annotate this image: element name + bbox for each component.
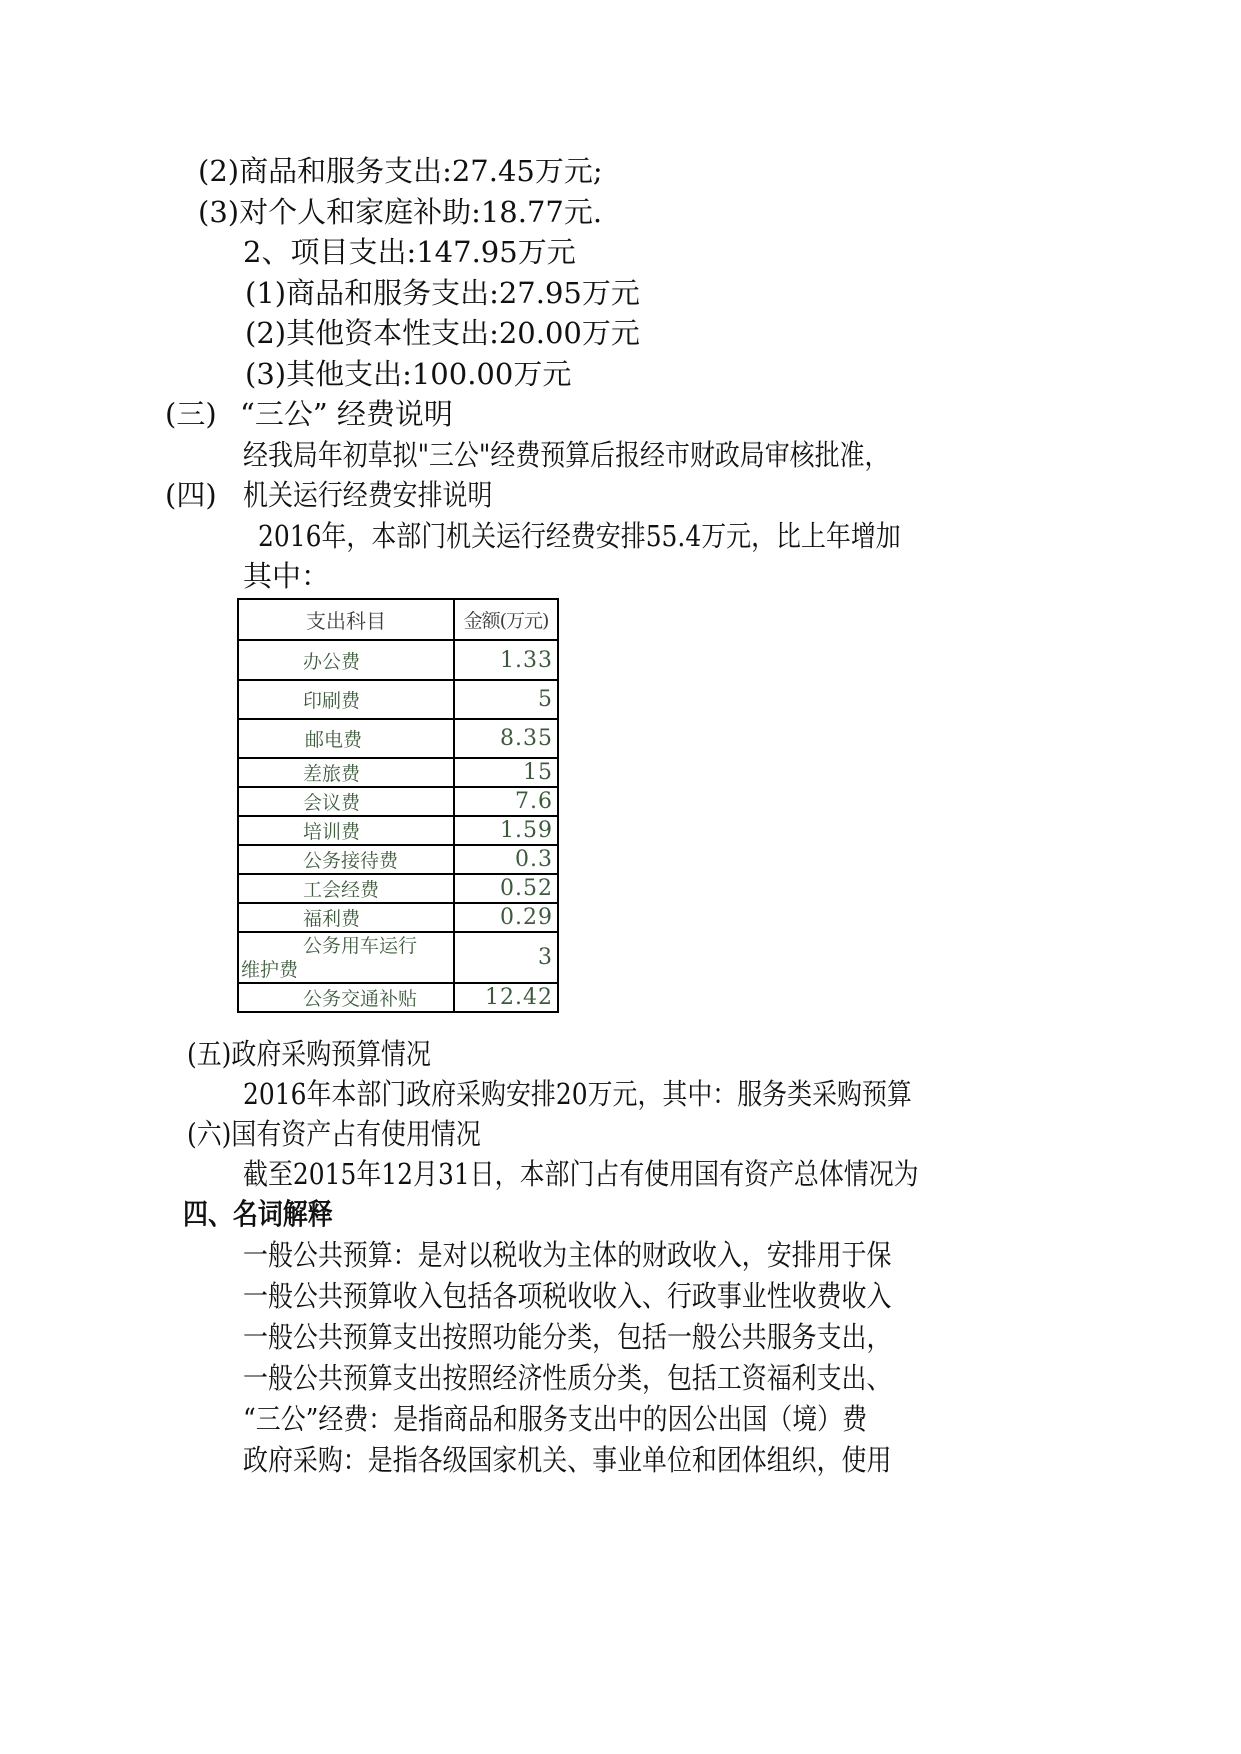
table-row [238,932,558,983]
table-cell-item: 工会经费 [238,874,454,903]
table-cell-amount: 3 [454,932,558,983]
table-cell-item: 邮电费 [238,719,454,758]
budget-line-project-goods: (1)商品和服务支出:27.95万元 [245,276,640,310]
table-cell-item: 印刷费 [238,680,454,719]
table-cell-item: 公务交通补贴 [238,983,454,1012]
section-4-number: (四) [165,478,217,512]
section-3-number: (三) [165,397,217,431]
table-cell-item [238,932,454,983]
section-4-body: 2016年，本部门机关运行经费安排55.4万元，比上年增加 [258,519,901,553]
table-row [238,758,558,787]
section-6-body: 截至2015年12月31日，本部门占有使用国有资产总体情况为 [243,1157,919,1191]
table-cell-item: 差旅费 [238,758,454,787]
budget-line-capital: (2)其他资本性支出:20.00万元 [245,316,640,350]
table-row [238,903,558,932]
table-row [238,845,558,874]
table-row [238,983,558,1012]
glossary-heading: 四、名词解释 [183,1197,333,1231]
header-expense-item: 支出科目 [238,599,454,640]
glossary-line: 一般公共预算支出按照功能分类，包括一般公共服务支出， [243,1320,892,1354]
glossary-line: 一般公共预算收入包括各项税收收入、行政事业性收费收入 [243,1279,892,1313]
section-5-body: 2016年本部门政府采购安排20万元，其中：服务类采购预算 [243,1077,912,1111]
table-row [238,719,558,758]
table-cell-amount: 15 [454,758,558,787]
operating-expense-table [237,598,559,1013]
table-row [238,640,558,680]
table-cell-amount: 12.42 [454,983,558,1012]
budget-line-goods-services: (2)商品和服务支出:27.45万元; [198,154,603,188]
section-4-body-2: 其中： [243,559,331,593]
budget-line-household-subsidy: (3)对个人和家庭补助:18.77元. [198,195,603,229]
table-cell-amount: 8.35 [454,719,558,758]
table-cell-amount: 0.29 [454,903,558,932]
table-row [238,680,558,719]
table-row [238,874,558,903]
table-cell-amount: 7.6 [454,787,558,816]
table-row [238,816,558,845]
section-4-title: 机关运行经费安排说明 [243,478,493,512]
table-cell-item: 会议费 [238,787,454,816]
budget-line-project-expense: 2、项目支出:147.95万元 [243,235,576,269]
glossary-line: 政府采购：是指各级国家机关、事业单位和团体组织，使用 [243,1443,892,1477]
cell-item-line-1: 公务用车运行 [303,934,418,957]
section-3-body: 经我局年初草拟"三公"经费预算后报经市财政局审核批准， [243,438,890,472]
section-6-title: (六)国有资产占有使用情况 [187,1117,481,1151]
table-cell-item: 办公费 [238,640,454,680]
glossary-line: 一般公共预算：是对以税收为主体的财政收入，安排用于保 [243,1238,892,1272]
table-cell-item: 培训费 [238,816,454,845]
glossary-line: 一般公共预算支出按照经济性质分类，包括工资福利支出、 [243,1361,892,1395]
table-cell-item: 福利费 [238,903,454,932]
table-cell-amount: 1.33 [454,640,558,680]
table-header-row [238,599,558,640]
table-cell-amount: 0.3 [454,845,558,874]
section-5-title: (五)政府采购预算情况 [187,1037,431,1071]
glossary-line: “三公”经费：是指商品和服务支出中的因公出国（境）费 [243,1402,868,1436]
section-3-title: “三公” 经费说明 [240,397,453,431]
header-amount: 金额(万元) [454,599,558,640]
table-row [238,787,558,816]
table-cell-amount: 0.52 [454,874,558,903]
table-cell-amount: 1.59 [454,816,558,845]
cell-item-line-2: 维护费 [241,958,299,981]
table-cell-amount: 5 [454,680,558,719]
table-cell-item: 公务接待费 [238,845,454,874]
budget-line-other: (3)其他支出:100.00万元 [245,357,572,391]
